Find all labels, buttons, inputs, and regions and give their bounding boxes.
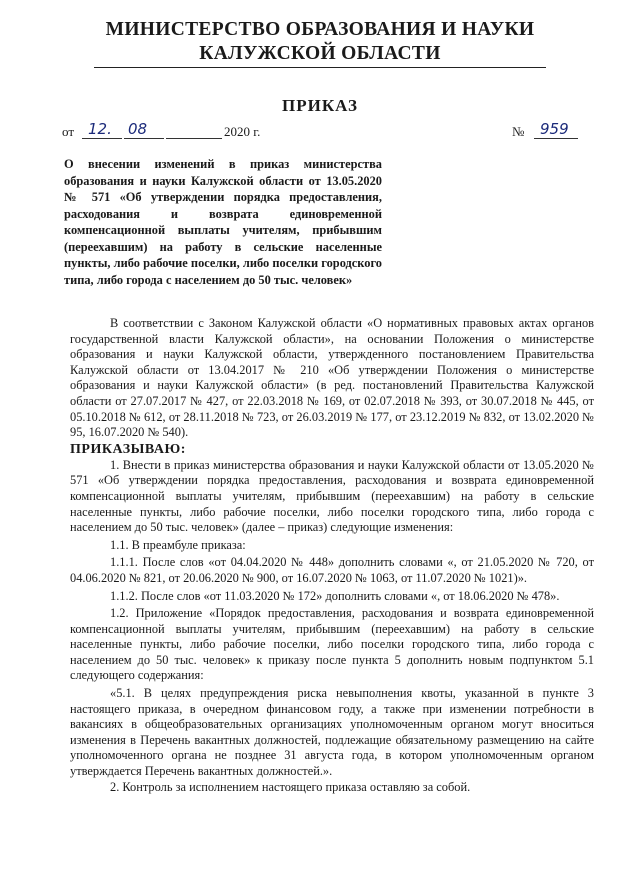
preamble-paragraph: В соответствии с Законом Калужской области «О нормативных правовых актах органов государственной власти Калужской области», на основании Положения о министерстве образования и науки Калужской области, утвержденного постановлением Правительства Калужской области от 13.04.2017 № 210 «Об утверждении Положения о министерстве образования и науки Калужской области» (в ред. постановлений Правительства Калужской области от 27.07.2017 № 427, от 22.03.2018 № 169, от 02.07.2018 № 393, от 30.07.2018 № 445, от 05.10.2018 № 612, от 28.11.2018 № 723, от 26.03.2019 № 177, от 23.12.2019 № 832, от 13.02.2020 № 95, 16.07.2020 № 540). xyxy=(70,316,594,440)
clause-1: 1. Внести в приказ министерства образования и науки Калужской области от 13.05.2020 № 571 «Об утверждении порядка предоставления, расходования и возврата единовременной компенсационной выплаты учителям, прибывшим (переехавшим) на работу в сельские населенные пункты, либо рабочие поселки, либо поселки городского типа, либо города с населением до 50 тыс. человек» (далее – приказ) следующие изменения: xyxy=(70,457,594,535)
ministry-name-line-2: КАЛУЖСКОЙ ОБЛАСТИ xyxy=(199,43,441,64)
ministry-header xyxy=(0,18,640,66)
handwritten-day: 12. xyxy=(88,120,112,138)
clause-1-2: 1.2. Приложение «Порядок предоставления, расходования и возврата единовременной компенсационной выплаты учителям, прибывшим (переехавшим) на работу в сельские населенные пункты, либо рабочие поселки, либо поселки городского типа, либо города с населением до 50 тыс. человек» к приказу после пункта 5 дополнить новым подпунктом 5.1 следующего содержания: xyxy=(70,606,594,683)
day-underline xyxy=(82,138,122,139)
year-underline xyxy=(166,138,222,139)
date-prefix: от xyxy=(62,124,75,139)
clause-1-1: 1.1. В преамбуле приказа: xyxy=(110,537,246,552)
handwritten-month: 08 xyxy=(128,120,148,138)
date-year: 2020 г. xyxy=(224,124,261,139)
handwritten-order-number: 959 xyxy=(540,120,569,138)
clause-1-1-1: 1.1.1. После слов «от 04.04.2020 № 448» дополнить словами «, от 21.05.2020 № 720, от 04.06.2020 № 821, от 20.06.2020 № 900, от 16.07.2020 № 1063, от 11.07.2020 № 1021)». xyxy=(70,555,594,585)
number-underline xyxy=(534,138,578,139)
clause-1-1-2: 1.1.2. После слов «от 11.03.2020 № 172» дополнить словами «, от 18.06.2020 № 478». xyxy=(110,588,560,603)
date-number-row xyxy=(62,120,582,142)
clause-5-1-quote: «5.1. В целях предупреждения риска невыполнения квоты, указанной в пункте 3 настоящего приказа, в очередном финансовом году, а также при изменении потребности в вакансиях в общеобразовательных организациях уполномоченным органом могут вноситься изменения в Перечень вакантных должностей, подлежащие обязательному размещению на сайте уполномоченного органа не позднее 31 августа года, в котором уполномоченным органом утверждается Перечень вакантных должностей.». xyxy=(70,686,594,779)
month-underline xyxy=(124,138,164,139)
order-title: ПРИКАЗ xyxy=(282,96,358,115)
clause-2: 2. Контроль за исполнением настоящего приказа оставляю за собой. xyxy=(110,779,471,794)
order-subject: О внесении изменений в приказ министерства образования и науки Калужской области от 13.05.2020 № 571 «Об утверждении порядка предоставления, расходования и возврата единовременной компенсационной выплаты учителям, прибывшим (переехавшим) на работу в сельские населенные пункты, либо рабочие поселки, либо поселки городского типа, либо города с населением до 50 тыс. человек» xyxy=(64,157,382,287)
ministry-name-line-1: МИНИСТЕРСТВО ОБРАЗОВАНИЯ И НАУКИ xyxy=(105,19,535,40)
prikazyvayu-heading: ПРИКАЗЫВАЮ: xyxy=(70,441,186,457)
number-sign: № xyxy=(512,124,525,139)
header-divider xyxy=(94,67,546,68)
order-body xyxy=(70,316,594,795)
